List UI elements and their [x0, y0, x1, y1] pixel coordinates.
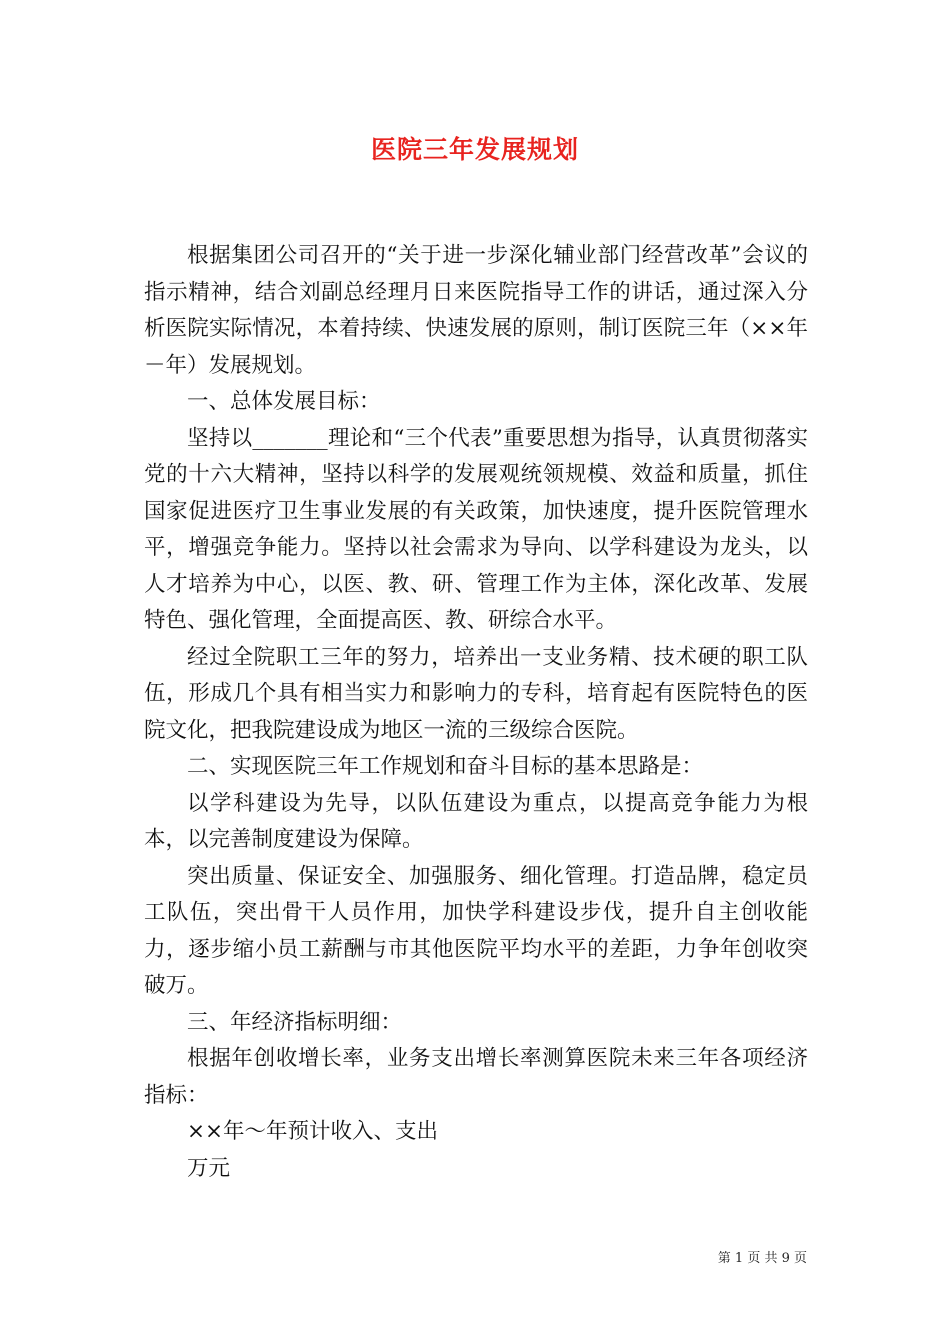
paragraph-intro: 根据集团公司召开的“关于进一步深化辅业部门经营改革”会议的指示精神，结合刘副总经理月日来医院指导工作的讲话，通过深入分析医院实际情况，本着持续、快速发展的原则，制订医院三年（××年－年）发展规划。 [144, 243, 808, 378]
paragraph-goal: 坚持以_______理论和“三个代表”重要思想为指导，认真贯彻落实党的十六大精神，坚持以科学的发展观统领规模、效益和质量，抓住国家促进医疗卫生事业发展的有关政策，加快速度，提升医院管理水平，增强竞争能力。坚持以社会需求为导向、以学科建设为龙头，以人才培养为中心，以医、教、研、管理工作为主体，深化改革、发展特色、强化管理，全面提高医、教、研综合水平。 [144, 425, 808, 633]
section-heading-2: 二、实现医院三年工作规划和奋斗目标的基本思路是： [187, 754, 704, 779]
document-body [144, 238, 808, 1187]
paragraph-focus: 突出质量、保证安全、加强服务、细化管理。打造品牌，稳定员工队伍，突出骨干人员作用，加快学科建设步伐，提升自主创收能力，逐步缩小员工薪酬与市其他医院平均水平的差距，力争年创收突破万。 [144, 863, 808, 998]
paragraph-indicators: 根据年创收增长率，业务支出增长率测算医院未来三年各项经济指标： [144, 1046, 808, 1108]
paragraph-strategy: 以学科建设为先导，以队伍建设为重点，以提高竞争能力为根本，以完善制度建设为保障。 [144, 790, 808, 852]
document-title: 医院三年发展规划 [370, 135, 579, 164]
section-heading-1: 一、总体发展目标： [187, 389, 381, 414]
paragraph-effort: 经过全院职工三年的努力，培养出一支业务精、技术硬的职工队伍，形成几个具有相当实力和影响力的专科，培育起有医院特色的医院文化，把我院建设成为地区一流的三级综合医院。 [144, 644, 808, 743]
paragraph-forecast-label: ××年～年预计收入、支出 [187, 1119, 439, 1144]
page-number: 第 1 页 共 9 页 [717, 1251, 807, 1266]
paragraph-unit: 万元 [187, 1155, 231, 1181]
section-heading-3: 三、年经济指标明细： [187, 1009, 403, 1035]
